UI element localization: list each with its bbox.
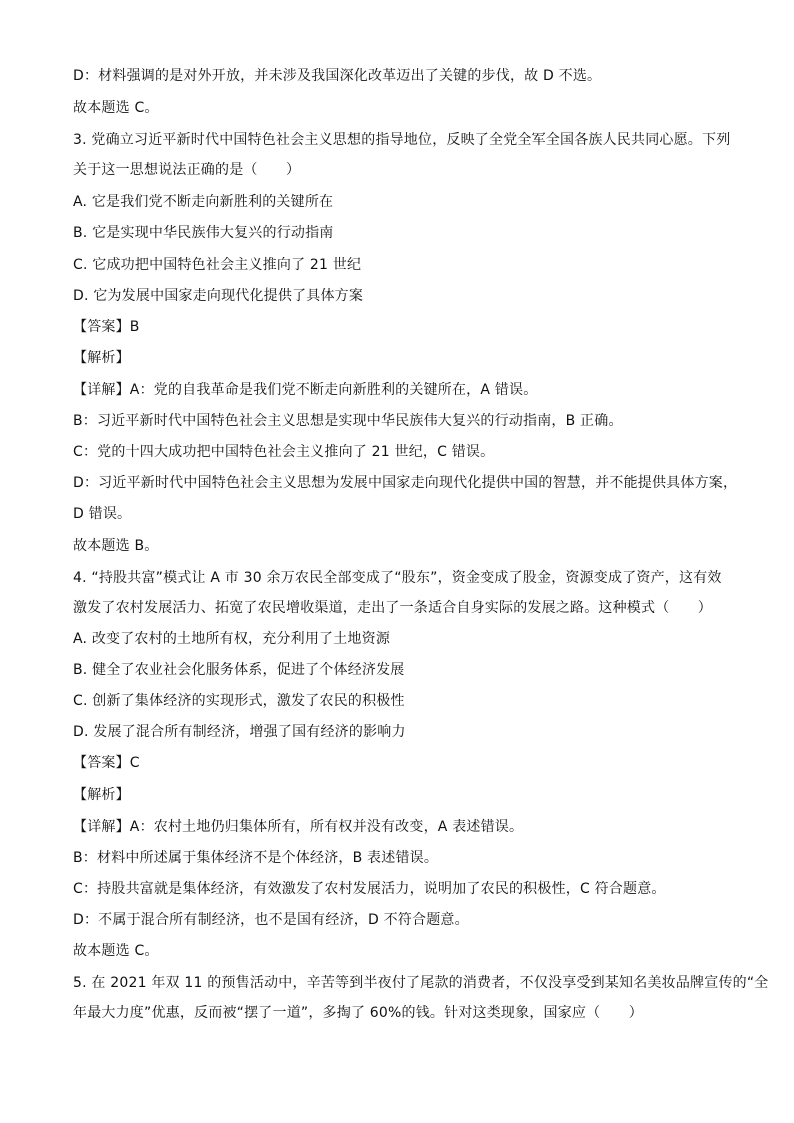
q4-stem-line-1: 4. “持股共富”模式让 A 市 30 余万农民全部变成了“股东”，资金变成了股金，资源变成了资产，这有效 [73,570,722,586]
q4-option-a: A. 改变了农村的土地所有权，充分利用了土地资源 [73,631,391,647]
q4-conclusion: 故本题选 C。 [73,943,159,959]
q3-option-d: D. 它为发展中国家走向现代化提供了具体方案 [73,288,364,304]
q4-explain-c: C：持股共富就是集体经济，有效激发了农村发展活力，说明加了农民的积极性，C 符合题意。 [73,881,666,897]
q4-option-d: D. 发展了混合所有制经济，增强了国有经济的影响力 [73,724,406,740]
q4-option-c: C. 创新了集体经济的实现形式，激发了农民的积极性 [73,693,405,709]
q3-explain-a: 【详解】A：党的自我革命是我们党不断走向新胜利的关键所在，A 错误。 [73,382,538,398]
q4-explain-b: B：材料中所述属于集体经济不是个体经济，B 表述错误。 [73,850,439,866]
q5-stem-line-1: 5. 在 2021 年双 11 的预售活动中，辛苦等到半夜付了尾款的消费者，不仅没享受到某知名美妆品牌宣传的“全 [73,975,769,991]
q3-explain-b: B：习近平新时代中国特色社会主义思想是实现中华民族伟大复兴的行动指南，B 正确。 [73,413,623,429]
q3-option-a: A. 它是我们党不断走向新胜利的关键所在 [73,194,334,210]
q3-option-b: B. 它是实现中华民族伟大复兴的行动指南 [73,225,334,241]
q5-stem-line-2: 年最大力度”优惠，反而被“摆了一道”，多掏了 60%的钱。针对这类现象，国家应（ ） [73,1005,643,1021]
q4-answer: 【答案】C [73,755,140,771]
q3-conclusion: 故本题选 B。 [73,538,159,554]
q3-explain-c: C：党的十四大成功把中国特色社会主义推向了 21 世纪，C 错误。 [73,444,495,460]
q2-option-d-explanation: D：材料强调的是对外开放，并未涉及我国深化改革迈出了关键的步伐，故 D 不选。 [73,68,602,84]
q3-explain-d-cont: D 错误。 [73,506,132,522]
q3-stem-line-1: 3. 党确立习近平新时代中国特色社会主义思想的指导地位，反映了全党全军全国各族人民共同心愿。下列 [73,132,731,148]
q2-conclusion: 故本题选 C。 [73,100,159,116]
q4-stem-line-2: 激发了农村发展活力、拓宽了农民增收渠道，走出了一条适合自身实际的发展之路。这种模式（ ） [73,600,712,616]
q3-stem-line-2: 关于这一思想说法正确的是（ ） [73,162,301,178]
q3-explain-d: D：习近平新时代中国特色社会主义思想为发展中国家走向现代化提供中国的智慧，并不能提供具体方案， [73,475,738,491]
q4-option-b: B. 健全了农业社会化服务体系，促进了个体经济发展 [73,662,405,678]
q3-analysis-label: 【解析】 [73,350,130,366]
q4-explain-a: 【详解】A：农村土地仍归集体所有，所有权并没有改变，A 表述错误。 [73,819,524,835]
q3-answer: 【答案】B [73,319,140,335]
q4-explain-d: D：不属于混合所有制经济，也不是国有经济，D 不符合题意。 [73,912,469,928]
q4-analysis-label: 【解析】 [73,787,130,803]
q3-option-c: C. 它成功把中国特色社会主义推向了 21 世纪 [73,257,362,273]
